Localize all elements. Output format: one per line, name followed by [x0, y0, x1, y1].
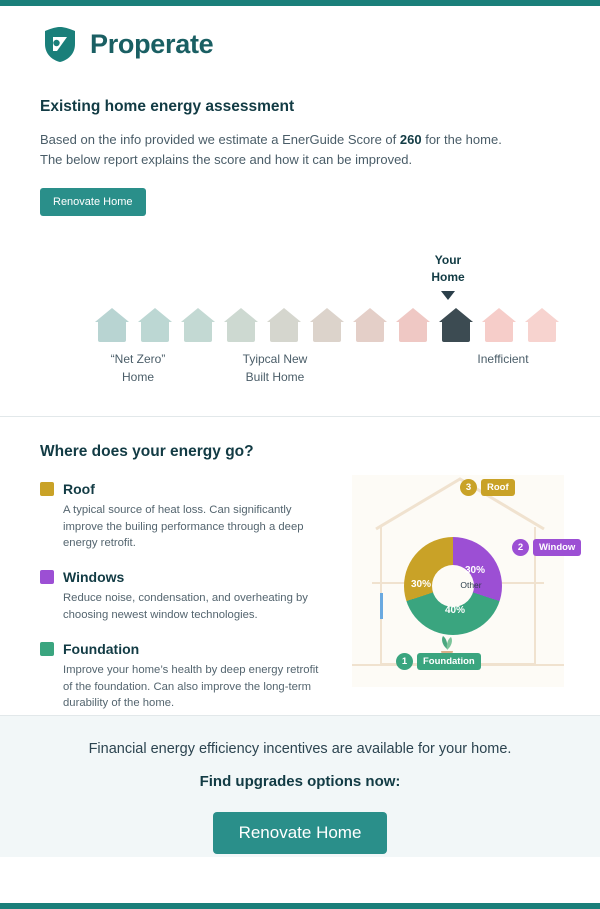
- energy-item-name: Windows: [63, 569, 125, 586]
- tag-label-roof: Roof: [481, 479, 515, 496]
- scale-caption-inefficient: Inefficient: [477, 352, 529, 367]
- scale-house-icon: [181, 308, 215, 342]
- scale-house-icon: [396, 308, 430, 342]
- color-swatch-roof: [40, 482, 54, 496]
- scale-house-icon: [525, 308, 559, 342]
- brand-logo: [40, 24, 560, 64]
- scale-house-icon-your-home: [439, 308, 473, 342]
- house-outline-icon: [352, 475, 576, 687]
- energy-item-description: Improve your home’s health by deep energy retrofit of the foundation. Can also improve the long-term durability of the home.: [63, 664, 319, 709]
- scale-caption-typical: [210, 351, 340, 386]
- assessment-description: [40, 130, 510, 170]
- renovate-home-button-bottom[interactable]: Renovate Home: [213, 812, 388, 854]
- tag-label-window: Window: [533, 539, 581, 556]
- renovate-home-button-top[interactable]: Renovate Home: [40, 188, 146, 216]
- your-home-label: [412, 252, 484, 286]
- cta-line-2: Find upgrades options now:: [199, 773, 401, 791]
- scale-caption-netzero-line2: Home: [121, 369, 154, 384]
- scale-house-icon: [224, 308, 258, 342]
- tag-number-window: 2: [512, 539, 529, 556]
- energy-item-name: Roof: [63, 481, 95, 498]
- list-item: [40, 569, 330, 623]
- energy-item-name: Foundation: [63, 641, 140, 658]
- tag-window: [512, 539, 581, 556]
- energy-item-header: [40, 641, 330, 657]
- your-home-label-line2: Home: [431, 270, 465, 285]
- energuide-score: 260: [399, 132, 422, 147]
- assessment-section: [0, 6, 600, 416]
- properate-shield-icon: [40, 24, 80, 64]
- cta-section: [0, 716, 600, 857]
- your-home-label-line1: Your: [434, 253, 462, 268]
- tag-number-foundation: 1: [396, 653, 413, 670]
- energy-item-description: Reduce noise, condensation, and overheating by choosing newest window technologies.: [63, 592, 308, 621]
- scale-house-icon: [310, 308, 344, 342]
- energy-item-header: [40, 481, 330, 497]
- energy-item-header: [40, 569, 330, 585]
- energy-scale-graphic: [40, 246, 560, 416]
- scale-house-icon: [353, 308, 387, 342]
- donut-label-foundation: 40%: [444, 605, 465, 617]
- energy-item-description: A typical source of heat loss. Can significantly improve the builing performance through a deep energy retrofit.: [63, 504, 304, 550]
- donut-label-windows: 30%: [464, 565, 485, 577]
- scale-caption-netzero-line1: “Net Zero”: [110, 352, 166, 367]
- color-swatch-windows: [40, 570, 54, 584]
- scale-caption-typical-line2: Built Home: [245, 369, 305, 384]
- cta-line-1: Financial energy efficiency incentives are available for your home.: [88, 741, 512, 758]
- tag-foundation: [396, 653, 481, 670]
- energy-breakdown-section: [0, 416, 600, 716]
- tag-roof: [460, 479, 515, 496]
- energy-item-list: [40, 481, 330, 711]
- donut-label-other: Other: [460, 580, 482, 591]
- color-swatch-foundation: [40, 642, 54, 656]
- list-item: [40, 641, 330, 711]
- scale-house-icon: [138, 308, 172, 342]
- tag-label-foundation: Foundation: [417, 653, 481, 670]
- scale-house-icon: [95, 308, 129, 342]
- energy-donut-chart: [404, 537, 502, 635]
- description-before: Based on the info provided we estimate a EnerGuide Score of: [40, 132, 400, 147]
- brand-name: Properate: [90, 28, 214, 59]
- donut-label-roof: 30%: [410, 579, 431, 591]
- energy-section-title: Where does your energy go?: [40, 443, 254, 461]
- window-marker-icon: [380, 593, 383, 619]
- scale-caption-typical-line1: Tyipcal New: [242, 352, 308, 367]
- bottom-accent-bar: [0, 903, 600, 909]
- scale-house-icon: [267, 308, 301, 342]
- scale-caption-netzero: [78, 351, 198, 386]
- scale-house-icon: [482, 308, 516, 342]
- tag-number-roof: 3: [460, 479, 477, 496]
- house-scale-row: [95, 308, 559, 342]
- page-title: Existing home energy assessment: [40, 98, 295, 115]
- caret-down-icon: [441, 291, 455, 300]
- description-after: for the home. The below report explains the score and how it can be improved.: [40, 132, 502, 168]
- list-item: [40, 481, 330, 551]
